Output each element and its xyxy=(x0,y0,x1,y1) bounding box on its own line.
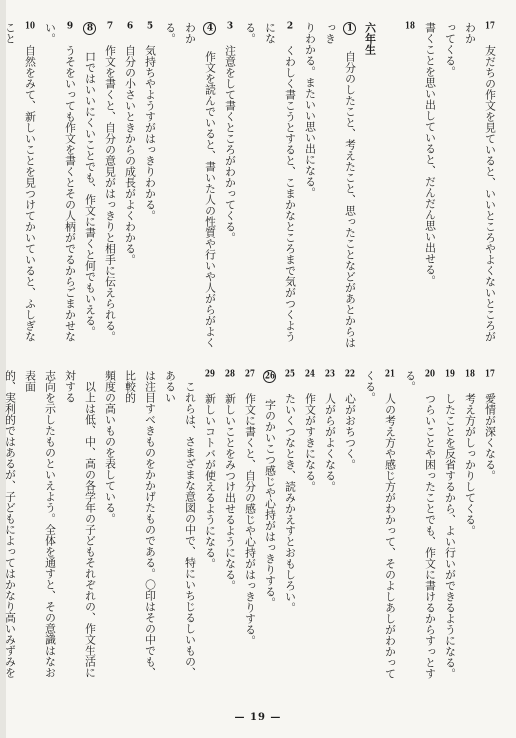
text-line xyxy=(160,370,200,688)
line-text: これらは、さまざまな意図の中で、特にいちじるしいもの、あるい xyxy=(164,370,197,678)
text-line xyxy=(460,22,500,350)
line-text: 友だちの作文を見ていると、いいところやよくないところがわか xyxy=(464,22,497,342)
item-number: 25 xyxy=(285,370,295,379)
item-number: 18 xyxy=(465,370,475,379)
line-text: る。 xyxy=(244,22,257,44)
grade-heading xyxy=(360,22,380,350)
item-number: 23 xyxy=(325,370,335,379)
text-line xyxy=(380,22,400,350)
item-number: 29 xyxy=(205,370,215,379)
text-line xyxy=(440,22,460,350)
line-text: 自分の小さいときからの成長がよくわかる。 xyxy=(124,45,137,265)
line-text: 人がらがよくなる。 xyxy=(324,393,337,492)
bottom-text-block xyxy=(4,370,500,688)
text-line xyxy=(140,22,160,350)
item-number: 3 xyxy=(226,22,234,31)
line-text: 新しいことをみつけ出せるようになる。 xyxy=(224,393,237,591)
line-text: 作文を読んでいると、書いた人の性質や行いや人がらがよくわか xyxy=(184,22,217,348)
item-number: 10 xyxy=(25,22,35,31)
line-text: 愛情が深くなる。 xyxy=(484,393,497,481)
line-text: 人の考え方や感じ方がわかって、そのよしあしがわかってくる。 xyxy=(364,370,397,679)
text-line xyxy=(280,370,300,688)
text-line xyxy=(80,22,100,350)
line-text: 気持ちやようすがはっきりわかる。 xyxy=(144,45,157,221)
page-number: — 19 — xyxy=(234,712,282,723)
line-text: 心がおちつく。 xyxy=(344,393,357,470)
text-line xyxy=(180,22,220,350)
line-text: 口ではいいにくいことでも、作文に書くと何でもいえる。 xyxy=(84,51,97,337)
circled-item-number: 1 xyxy=(343,22,356,35)
item-number: 28 xyxy=(225,370,235,379)
item-number: 19 xyxy=(445,370,455,379)
item-number: 9 xyxy=(66,22,74,31)
line-text: 的、実利的ではあるが、子どもによってはかなり高いみずみを xyxy=(4,370,17,678)
line-text: くわしく書こうとすると、こまかなところまで気がつくようにな xyxy=(264,22,297,342)
text-line xyxy=(220,370,240,688)
item-number: 5 xyxy=(146,22,154,31)
item-number: 20 xyxy=(425,370,435,379)
line-text: 字のかいこつ感じや心持がはっきりする。 xyxy=(264,399,277,608)
line-text: 志向を示したものといえよう。全体を通すと、その意識はなお表面 xyxy=(24,370,57,678)
item-number: 17 xyxy=(485,370,495,379)
text-line xyxy=(100,370,120,688)
text-line xyxy=(460,370,480,688)
line-text: る。 xyxy=(164,22,177,44)
text-line xyxy=(360,370,400,688)
line-text: 注意をして書くところがわかってくる。 xyxy=(224,45,237,243)
line-text: たいくつなとき、読みかえすとおもしろい。 xyxy=(284,393,297,613)
text-line xyxy=(440,370,460,688)
line-text: つらいことや困ったことでも、作文に書けるからすっとする。 xyxy=(404,370,437,679)
text-line xyxy=(300,22,320,350)
line-text: 考え方がしっかりしてくる。 xyxy=(464,393,477,536)
text-line xyxy=(240,22,260,350)
line-text: 頻度の高いものを表している。 xyxy=(104,370,117,524)
text-line xyxy=(420,22,440,350)
item-number: 21 xyxy=(385,370,395,379)
text-line xyxy=(260,22,300,350)
item-number: 6 xyxy=(126,22,134,31)
text-line xyxy=(320,22,360,350)
text-line xyxy=(340,370,360,688)
top-text-block xyxy=(4,22,500,350)
item-number: 24 xyxy=(305,370,315,379)
line-text: りわかる。またいい思い出になる。 xyxy=(304,22,317,198)
text-line xyxy=(320,370,340,688)
line-text: 以上は低、中、高の各学年の子どもそれぞれの、作文生活に対する xyxy=(64,370,97,678)
text-line xyxy=(240,370,260,688)
item-number: 17 xyxy=(485,22,495,31)
line-text: 作文がすきになる。 xyxy=(304,393,317,492)
line-text: ってくる。 xyxy=(444,22,457,77)
line-text: 自然をみて、新しいことを見つけてかいていると、ふしぎなこと xyxy=(4,22,37,342)
line-text: 作文に書くと、自分の感じや心持がはっきりする。 xyxy=(244,393,257,646)
item-number: 18 xyxy=(405,22,415,31)
text-line xyxy=(400,370,440,688)
line-text: うそをいっても作文を書くとその人柄がでるからごまかせない。 xyxy=(44,22,77,342)
circled-item-number: 26 xyxy=(263,370,276,383)
line-text: したことを反省するから、よい行いができるようになる。 xyxy=(444,393,457,679)
text-line xyxy=(300,370,320,688)
line-text: 自分のしたこと、考えたこと、思ったことなどがあとからはっき xyxy=(324,22,357,348)
text-line xyxy=(0,370,20,688)
item-number: 27 xyxy=(245,370,255,379)
text-line xyxy=(200,370,220,688)
circled-item-number: 8 xyxy=(83,22,96,35)
item-number: 7 xyxy=(106,22,114,31)
text-line xyxy=(20,370,60,688)
text-line xyxy=(120,22,140,350)
item-number: 2 xyxy=(286,22,294,31)
text-line xyxy=(160,22,180,350)
item-number: 22 xyxy=(345,370,355,379)
text-line xyxy=(480,370,500,688)
line-text: 作文を書くと、自分の意見がはっきりと相手に伝えられる。 xyxy=(104,45,117,342)
line-text: は注目すべきものをかかげたものである。〇印はその中でも、比較的 xyxy=(124,370,157,678)
text-line xyxy=(100,22,120,350)
line-text: 六年生 xyxy=(364,22,377,55)
text-line xyxy=(120,370,160,688)
text-line xyxy=(0,22,40,350)
line-text: 新しいコトバが使えるようになる。 xyxy=(204,393,217,569)
text-line xyxy=(220,22,240,350)
circled-item-number: 4 xyxy=(203,22,216,35)
text-line xyxy=(400,22,420,350)
text-line xyxy=(60,370,100,688)
line-text: 書くことを思い出していると、だんだん思い出せる。 xyxy=(424,22,437,286)
text-line xyxy=(40,22,80,350)
text-line xyxy=(260,370,280,688)
